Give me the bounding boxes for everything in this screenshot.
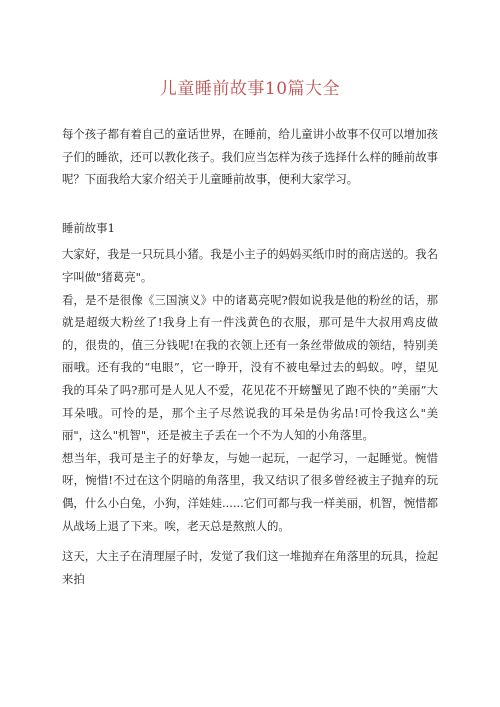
section-heading: 睡前故事1 bbox=[62, 220, 115, 235]
paragraph-gap bbox=[62, 537, 438, 545]
story-paragraph-4: 这天，大主子在清理屋子时，发觉了我们这一堆抛弃在角落里的玩具，捡起来拍 bbox=[62, 549, 438, 586]
story-paragraph-3: 想当年，我可是主子的好挚友，与她一起玩，一起学习，一起睡觉。惋惜呀，惋惜!不过在这个阴暗的角落里，我又结识了很多曾经被主子抛弃的玩偶，什么小白兔，小狗，洋娃娃......它们可都与我一样美丽，机智，惋惜都从战场上退了下来。唉，老天总是熬煎人的。 bbox=[62, 450, 438, 533]
intro-paragraph: 每个孩子都有着自己的童话世界，在睡前，给儿童讲小故事不仅可以增加孩子们的睡欲，还可以教化孩子。我们应当怎样为孩子选择什么样的睡前故事呢？下面我给大家介绍关于儿童睡前故事，便利大家学习。 bbox=[62, 127, 438, 187]
story-paragraph-1: 大家好，我是一只玩具小猪。我是小主子的妈妈买纸巾时的商店送的。我名字叫做"猪葛亮"。 bbox=[62, 247, 438, 284]
story-paragraph-2: 看，是不是很像《三国演义》中的诸葛亮呢?假如说我是他的粉丝的话，那就是超级大粉丝了!我身上有一件浅黄色的衣服，那可是牛大叔用鸡皮做的，很贵的，值三分钱呢!在我的衣领上还有一条丝带做成的领结，特别美丽哦。还有我的“电眼”，它一睁开，没有不被电晕过去的蚂蚁。哼，望见我的耳朵了吗?那可是人见人不爱，花见花不开螃蟹见了跑不快的“美丽”大耳朵哦。可怜的是，那个主子尽然说我的耳朵是伪劣品!可怜我这么"美丽"，这么"机智"，还是被主子丢在一个不为人知的小角落里。 bbox=[62, 292, 438, 443]
document-title: 儿童睡前故事10篇大全 bbox=[159, 79, 341, 99]
